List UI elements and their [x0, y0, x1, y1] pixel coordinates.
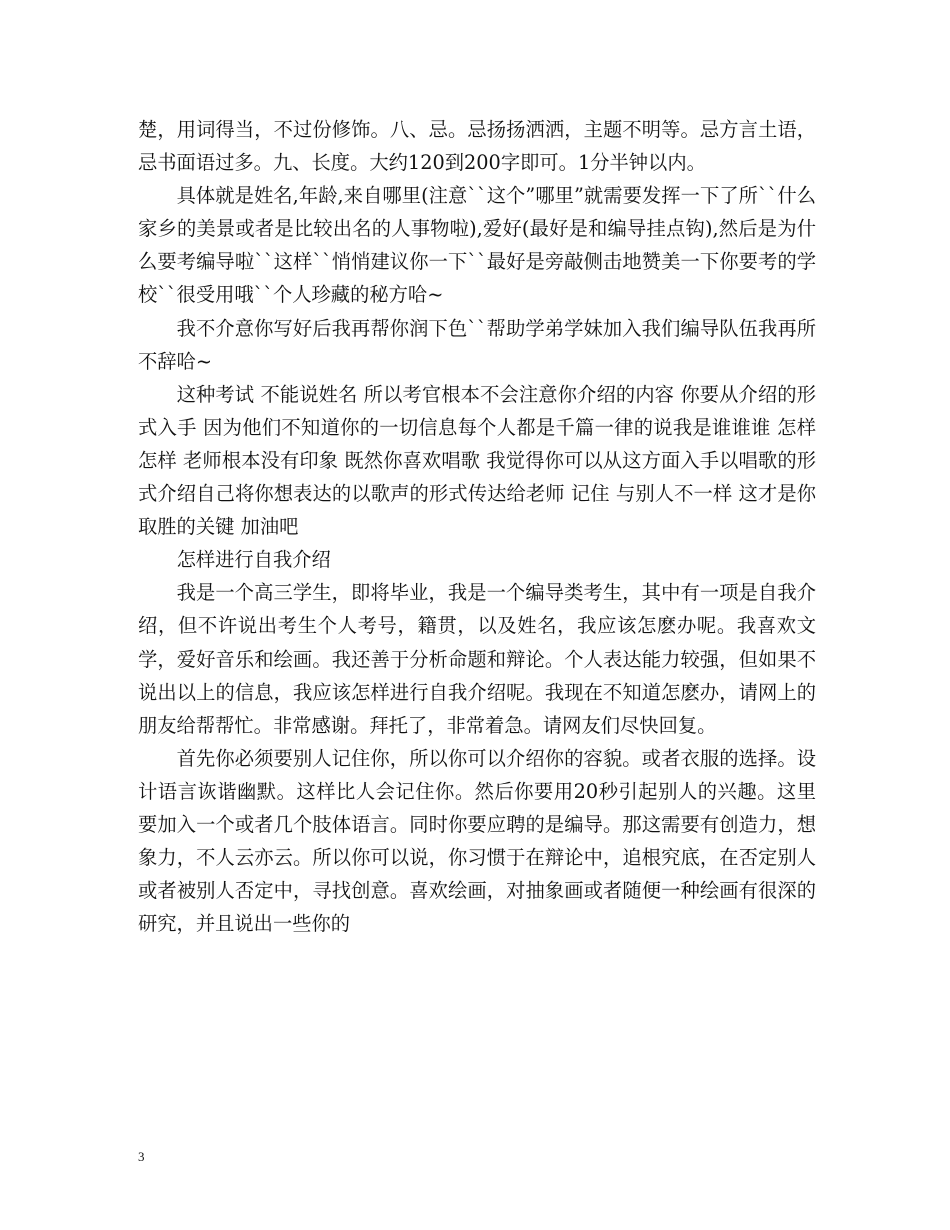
paragraph-4: 这种考试 不能说姓名 所以考官根本不会注意你介绍的内容 你要从介绍的形式入手 因为他们不知道你的一切信息每个人都是千篇一律的说我是谁谁谁 怎样怎样 老师根本没有印象 既然你喜欢唱歌 我觉得你可以从这方面入手以唱歌的形式介绍自己将你想表达的以歌声的形式传达给老师 记住 与别人不一样 这才是你取胜的关键 加油吧	[138, 382, 816, 539]
paragraph-7: 首先你必须要别人记住你，所以你可以介绍你的容貌。或者衣服的选择。设计语言诙谐幽默。这样比人会记住你。然后你要用20秒引起别人的兴趣。这里要加入一个或者几个肢体语言。同时你要应聘的是编导。那这需要有创造力，想象力，不人云亦云。所以你可以说，你习惯于在辩论中，追根究底，在否定别人或者被别人否定中，寻找创意。喜欢绘画，对抽象画或者随便一种绘画有很深的研究，并且说出一些你的	[138, 746, 816, 936]
paragraph-6: 我是一个高三学生，即将毕业，我是一个编导类考生，其中有一项是自我介绍，但不许说出考生个人考号，籍贯，以及姓名，我应该怎麽办呢。我喜欢文学，爱好音乐和绘画。我还善于分析命题和辩论。个人表达能力较强，但如果不说出以上的信息，我应该怎样进行自我介绍呢。我现在不知道怎麽办，请网上的朋友给帮帮忙。非常感谢。拜托了，非常着急。请网友们尽快回复。	[138, 581, 816, 737]
document-body	[138, 113, 816, 940]
paragraph-3: 我不介意你写好后我再帮你润下色``帮助学弟学妹加入我们编导队伍我再所不辞哈~	[138, 316, 816, 373]
paragraph-2: 具体就是姓名,年龄,来自哪里(注意``这个”哪里”就需要发挥一下了所``什么家乡的美景或者是比较出名的人事物啦),爱好(最好是和编导挂点钩),然后是为什么要考编导啦``这样``悄悄建议你一下``最好是旁敲侧击地赞美一下你要考的学校``很受用哦``个人珍藏的秘方哈~	[138, 184, 816, 307]
section-heading: 怎样进行自我介绍	[176, 548, 331, 572]
paragraph-1: 楚，用词得当，不过份修饰。八、忌。忌扬扬洒洒，主题不明等。忌方言土语，忌书面语过多。九、长度。大约120到200字即可。1分半钟以内。	[138, 118, 816, 175]
page-number: 3	[138, 1149, 145, 1164]
